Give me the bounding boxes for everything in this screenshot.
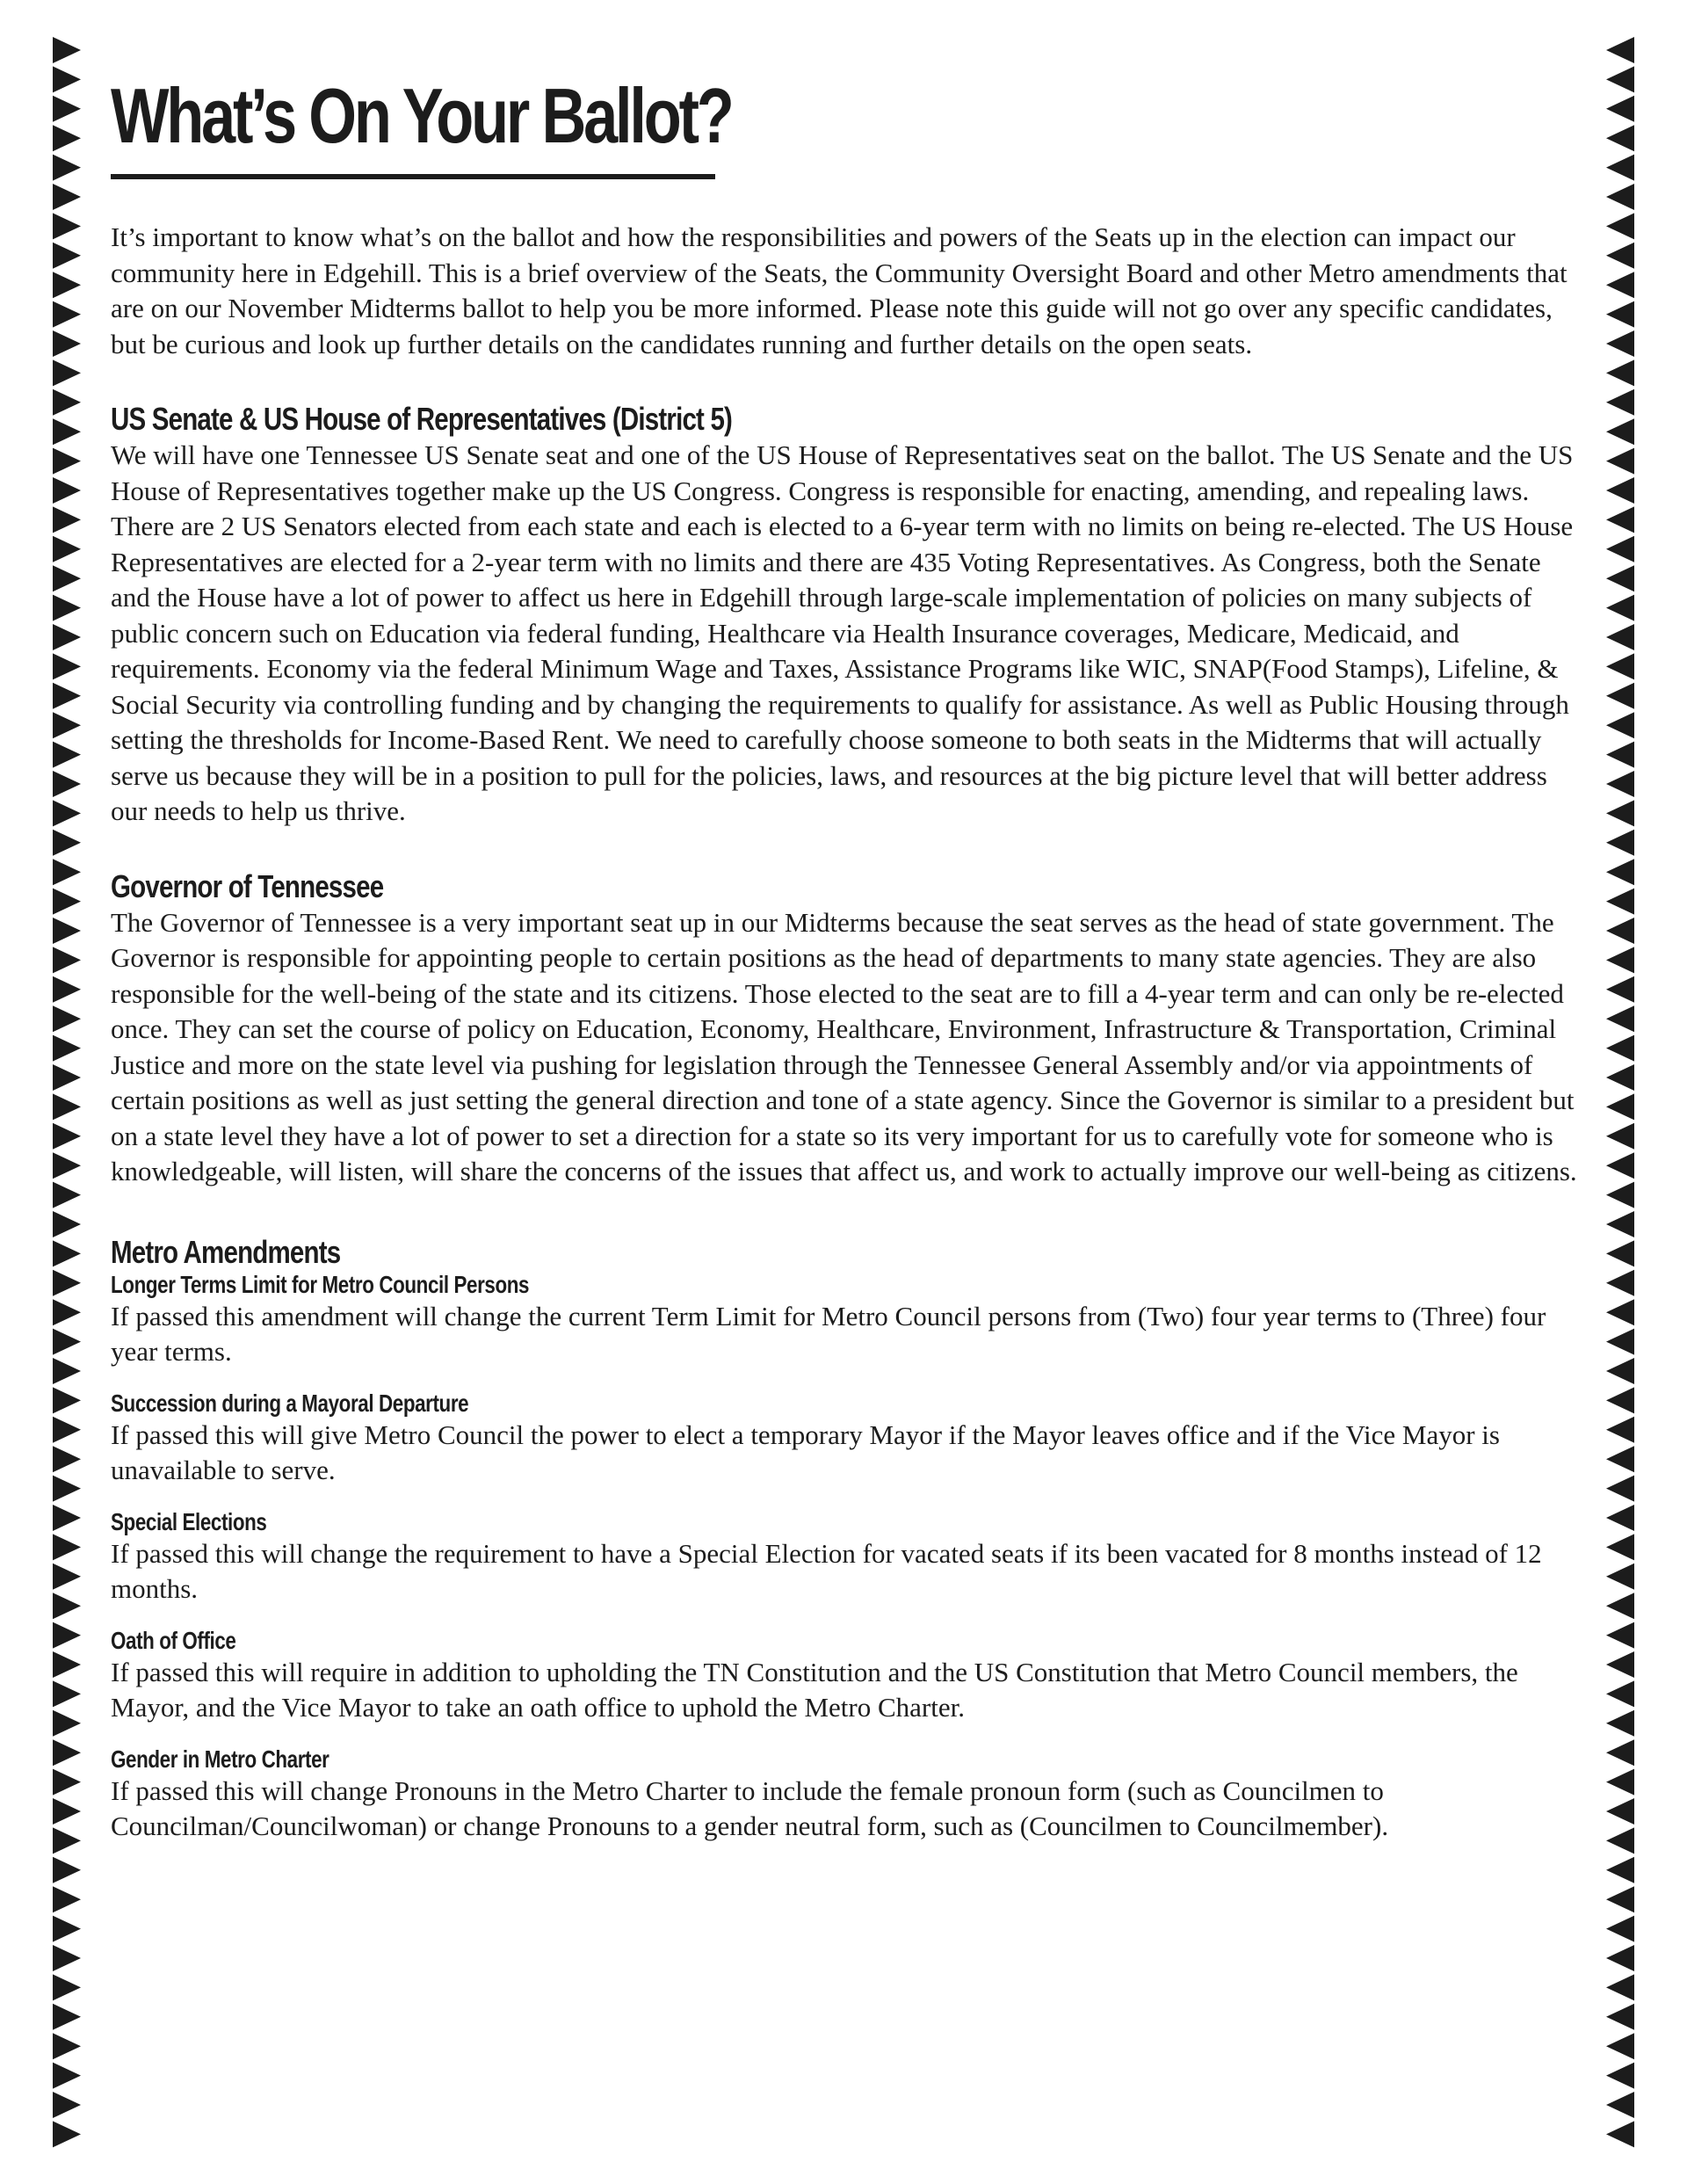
border-triangle: [1606, 859, 1634, 885]
border-triangle: [1606, 1534, 1634, 1560]
border-triangle: [1606, 2004, 1634, 2030]
amendment-body: If passed this will require in addition to upholding the TN Constitution and the US Constitution that Metro Council members, the Mayor, and the Vice Mayor to take an oath office to uphold the Metro Charter.: [111, 1656, 1518, 1723]
border-triangle: [1606, 1093, 1634, 1120]
border-triangle: [53, 683, 81, 709]
border-triangle: [53, 1680, 81, 1707]
title-underline: [111, 174, 715, 179]
right-triangle-border: [1601, 37, 1641, 2153]
section-heading-us-congress: US Senate & US House of Representatives (District 5): [111, 401, 733, 437]
section-body-governor: The Governor of Tennessee is a very important seat up in our Midterms because the seat serves as the head of state government. The Governor is responsible for appointing people to certain positions as the head of departments to many state agencies. They are also responsible for the well-being of the state and its citizens. Those elected to the seat are to fill a 4-year term and can only be re-elected once. They can set the course of policy on Education, Economy, Healthcare, Environment, Infrastructure & Transportation, Criminal Justice and more on the state level via pushing for legislation through the Tennessee General Assembly and/or via appointments of certain positions as well as just setting the general direction and tone of a state agency. Since the Governor is similar to a president but on a state level they have a lot of power to set a direction for a state so its very important for us to carefully vote for someone who is knowledgeable, will listen, will share the concerns of the issues that affect us, and work to actually improve our well-being as citizens.: [111, 906, 1577, 1186]
border-triangle: [53, 1534, 81, 1560]
border-triangle: [1606, 1651, 1634, 1678]
border-triangle: [1606, 1505, 1634, 1531]
border-triangle: [1606, 624, 1634, 650]
border-triangle: [1606, 2092, 1634, 2118]
border-triangle: [1606, 1798, 1634, 1825]
amendment-term-limits: [111, 1271, 1578, 1370]
border-triangle: [1606, 1622, 1634, 1649]
border-triangle: [53, 1005, 81, 1032]
border-triangle: [53, 859, 81, 885]
border-triangle: [53, 1769, 81, 1796]
ballot-guide-page: [111, 72, 1578, 1845]
border-triangle: [1606, 330, 1634, 357]
border-triangle: [1606, 184, 1634, 210]
border-triangle: [53, 66, 81, 92]
border-triangle: [1606, 1329, 1634, 1355]
border-triangle: [53, 1476, 81, 1502]
border-triangle: [1606, 595, 1634, 621]
amendment-title: Special Elections: [111, 1507, 267, 1535]
border-triangle: [1606, 243, 1634, 269]
border-triangle: [53, 2092, 81, 2118]
border-triangle: [1606, 272, 1634, 298]
border-triangle: [53, 565, 81, 591]
border-triangle: [53, 947, 81, 973]
border-triangle: [53, 1593, 81, 1619]
border-triangle: [1606, 1270, 1634, 1296]
border-triangle: [53, 918, 81, 944]
border-triangle: [53, 1211, 81, 1237]
border-triangle: [1606, 1476, 1634, 1502]
border-triangle: [53, 1329, 81, 1355]
border-triangle: [1606, 918, 1634, 944]
border-triangle: [53, 1240, 81, 1266]
border-triangle: [53, 448, 81, 475]
amendment-title: Gender in Metro Charter: [111, 1745, 329, 1773]
border-triangle: [53, 1446, 81, 1472]
border-triangle: [53, 1093, 81, 1120]
border-triangle: [53, 184, 81, 210]
border-triangle: [53, 1710, 81, 1737]
border-triangle: [1606, 1886, 1634, 1912]
border-triangle: [53, 125, 81, 151]
border-triangle: [53, 477, 81, 504]
border-triangle: [53, 742, 81, 768]
border-triangle: [53, 272, 81, 298]
border-triangle: [53, 889, 81, 915]
border-triangle: [53, 418, 81, 445]
border-triangle: [53, 1152, 81, 1179]
border-triangle: [53, 1916, 81, 1942]
border-triangle: [1606, 1945, 1634, 1971]
border-triangle: [1606, 477, 1634, 504]
border-triangle: [1606, 565, 1634, 591]
border-triangle: [53, 1827, 81, 1854]
border-triangle: [53, 1123, 81, 1150]
border-triangle: [53, 536, 81, 562]
border-triangle: [1606, 301, 1634, 328]
amendment-body: If passed this will change the requirement to have a Special Election for vacated seats if its been vacated for 8 months instead of 12 months.: [111, 1537, 1542, 1604]
border-triangle: [53, 243, 81, 269]
border-triangle: [53, 1739, 81, 1766]
border-triangle: [1606, 448, 1634, 475]
border-triangle: [1606, 1182, 1634, 1208]
border-triangle: [1606, 1974, 1634, 2000]
border-triangle: [53, 1945, 81, 1971]
border-triangle: [53, 2063, 81, 2089]
border-triangle: [1606, 1739, 1634, 1766]
border-triangle: [53, 1564, 81, 1590]
page-title: What’s On Your Ballot?: [111, 72, 732, 159]
amendment-body: If passed this will change Pronouns in the Metro Charter to include the female pronoun form (such as Councilmen to Councilman/Councilwoman) or change Pronouns to a gender neutral form, such as (Councilmen to Councilmember).: [111, 1774, 1389, 1841]
amendment-title: Longer Terms Limit for Metro Council Persons: [111, 1270, 530, 1298]
border-triangle: [1606, 1152, 1634, 1179]
border-triangle: [1606, 1916, 1634, 1942]
border-triangle: [53, 389, 81, 416]
border-triangle: [1606, 976, 1634, 1003]
amendment-title: Oath of Office: [111, 1626, 236, 1654]
border-triangle: [53, 653, 81, 679]
amendment-title: Succession during a Mayoral Departure: [111, 1389, 469, 1417]
border-triangle: [53, 800, 81, 826]
amendment-mayoral-succession: [111, 1389, 1578, 1489]
section-heading-metro-amendments: Metro Amendments: [111, 1233, 341, 1270]
border-triangle: [53, 976, 81, 1003]
border-triangle: [53, 2033, 81, 2059]
border-triangle: [1606, 1211, 1634, 1237]
border-triangle: [1606, 1358, 1634, 1384]
border-triangle: [53, 1622, 81, 1649]
border-triangle: [1606, 1680, 1634, 1707]
border-triangle: [1606, 37, 1634, 63]
border-triangle: [1606, 1299, 1634, 1325]
border-triangle: [53, 1387, 81, 1413]
border-triangle: [53, 2121, 81, 2147]
border-triangle: [1606, 536, 1634, 562]
border-triangle: [1606, 1710, 1634, 1737]
border-triangle: [53, 2004, 81, 2030]
border-triangle: [53, 1798, 81, 1825]
section-body-us-congress: We will have one Tennessee US Senate seat and one of the US House of Representatives seat on the ballot. The US Senate and the US House of Representatives together make up the US Congress. Congress is responsible for enacting, amending, and repealing laws. There are 2 US Senators elected from each state and each is elected to a 6-year term with no limits on being re-elected. The US House Representatives are elected for a 2-year term with no limits and there are 435 Voting Representatives. As Congress, both the Senate and the House have a lot of power to affect us here in Edgehill through large-scale implementation of policies on many subjects of public concern such on Education via federal funding, Healthcare via Health Insurance coverages, Medicare, Medicaid, and requirements. Economy via the federal Minimum Wage and Taxes, Assistance Programs like WIC, SNAP(Food Stamps), Lifeline, & Social Security via controlling funding and by changing the requirements to qualify for assistance. As well as Public Housing through setting the thresholds for Income-Based Rent. We need to carefully choose someone to both seats in the Midterms that will actually serve us because they will be in a position to pull for the policies, laws, and resources at the big picture level that will better address our needs to help us thrive.: [111, 439, 1574, 826]
border-triangle: [53, 771, 81, 797]
border-triangle: [1606, 742, 1634, 768]
border-triangle: [53, 1857, 81, 1883]
border-triangle: [53, 96, 81, 122]
border-triangle: [53, 155, 81, 181]
border-triangle: [1606, 155, 1634, 181]
border-triangle: [1606, 1769, 1634, 1796]
border-triangle: [1606, 771, 1634, 797]
border-triangle: [53, 1417, 81, 1443]
border-triangle: [53, 1299, 81, 1325]
border-triangle: [1606, 389, 1634, 416]
border-triangle: [53, 595, 81, 621]
border-triangle: [53, 1035, 81, 1062]
border-triangle: [53, 1358, 81, 1384]
border-triangle: [53, 506, 81, 533]
border-triangle: [53, 1651, 81, 1678]
border-triangle: [53, 359, 81, 386]
section-us-congress: [111, 401, 1578, 830]
amendment-body: If passed this will give Metro Council the power to elect a temporary Mayor if the Mayor leaves office and if the Vice Mayor is unavailable to serve.: [111, 1419, 1500, 1485]
border-triangle: [1606, 2063, 1634, 2089]
border-triangle: [1606, 1857, 1634, 1883]
amendment-body: If passed this amendment will change the current Term Limit for Metro Council persons from (Two) four year terms to (Three) four year terms.: [111, 1300, 1546, 1367]
border-triangle: [1606, 1827, 1634, 1854]
border-triangle: [1606, 800, 1634, 826]
border-triangle: [53, 1974, 81, 2000]
border-triangle: [53, 1064, 81, 1091]
border-triangle: [1606, 1005, 1634, 1032]
border-triangle: [1606, 1446, 1634, 1472]
border-triangle: [1606, 1035, 1634, 1062]
amendment-gender-pronouns: [111, 1745, 1578, 1845]
border-triangle: [1606, 683, 1634, 709]
border-triangle: [1606, 66, 1634, 92]
border-triangle: [53, 213, 81, 239]
border-triangle: [53, 1270, 81, 1296]
border-triangle: [53, 37, 81, 63]
border-triangle: [1606, 359, 1634, 386]
border-triangle: [53, 1505, 81, 1531]
border-triangle: [53, 712, 81, 738]
border-triangle: [53, 330, 81, 357]
border-triangle: [1606, 1240, 1634, 1266]
border-triangle: [1606, 1417, 1634, 1443]
border-triangle: [53, 1886, 81, 1912]
left-triangle-border: [46, 37, 86, 2153]
border-triangle: [1606, 1123, 1634, 1150]
border-triangle: [1606, 653, 1634, 679]
border-triangle: [1606, 830, 1634, 856]
border-triangle: [1606, 712, 1634, 738]
border-triangle: [1606, 125, 1634, 151]
border-triangle: [1606, 1064, 1634, 1091]
border-triangle: [53, 301, 81, 328]
amendment-oath-of-office: [111, 1627, 1578, 1726]
border-triangle: [1606, 1387, 1634, 1413]
border-triangle: [1606, 1593, 1634, 1619]
border-triangle: [1606, 1564, 1634, 1590]
border-triangle: [1606, 2121, 1634, 2147]
section-governor: [111, 868, 1578, 1190]
border-triangle: [1606, 947, 1634, 973]
border-triangle: [1606, 96, 1634, 122]
section-metro-amendments: [111, 1234, 1578, 1845]
border-triangle: [1606, 2033, 1634, 2059]
border-triangle: [1606, 889, 1634, 915]
section-heading-governor: Governor of Tennessee: [111, 867, 384, 904]
border-triangle: [1606, 213, 1634, 239]
border-triangle: [53, 624, 81, 650]
amendment-special-elections: [111, 1508, 1578, 1607]
border-triangle: [53, 830, 81, 856]
intro-paragraph: It’s important to know what’s on the ballot and how the responsibilities and powers of the Seats up in the election can impact our community here in Edgehill. This is a brief overview of the Seats, the Community Oversight Board and other Metro amendments that are on our November Midterms ballot to help you be more informed. Please note this guide will not go over any specific candidates, but be curious and look up further details on the candidates running and further details on the open seats.: [111, 221, 1568, 359]
border-triangle: [53, 1182, 81, 1208]
border-triangle: [1606, 418, 1634, 445]
border-triangle: [1606, 506, 1634, 533]
